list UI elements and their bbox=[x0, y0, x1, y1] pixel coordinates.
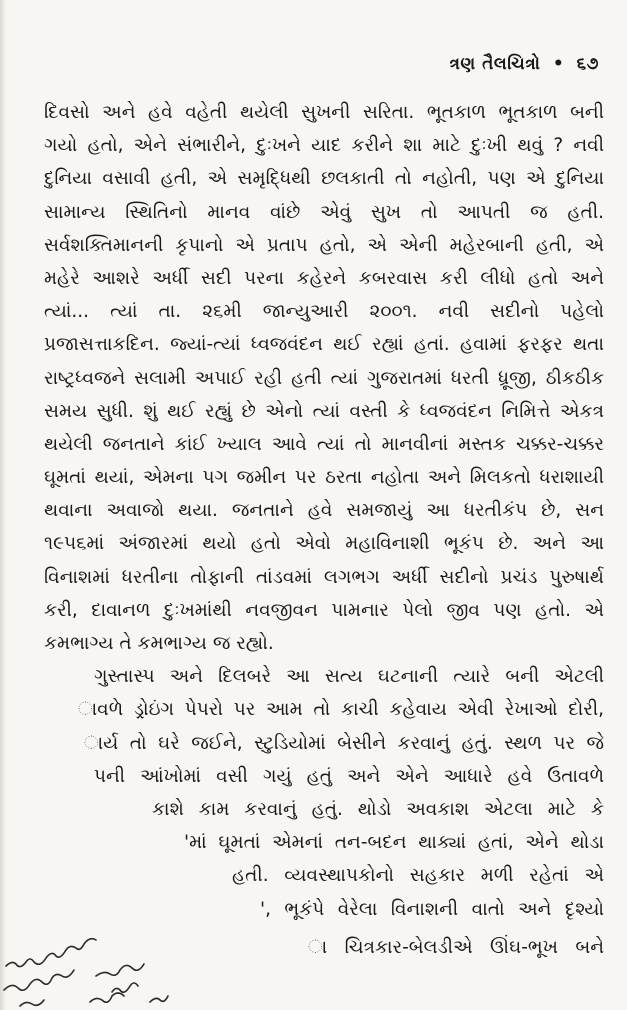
text-line: પ્રજાસત્તાકદિન. જ્યાં-ત્યાં ધ્વજવંદન થઈ રહ્યાં હતાં. હવામાં ફરફર થતા bbox=[44, 334, 604, 356]
text-line-clipped: ા ચિત્રકાર-બેલડીએ ઊંઘ-ભૂખ બને bbox=[308, 937, 604, 958]
text-line-clipped: ', ભૂકંપે વેરેલા વિનાશની વાતો અને દૃશ્યો bbox=[260, 898, 604, 920]
text-line: મહેરે આશરે અર્ધી સદી પરના કહેરને કબરવાસ કરી લીધો હતો અને bbox=[44, 267, 604, 289]
text-line: વિનાશમાં ધરતીના તોફાની તાંડવમાં લગભગ અર્ધી સદીનો પ્રચંડ પુરુષાર્થ bbox=[44, 566, 604, 588]
body-text bbox=[44, 96, 604, 926]
text-line-clipped: ાવળે ડ્રોઇંગ પેપરો પર આમ તો કાચી કહેવાય એવી રેખાઓ દોરી, bbox=[78, 699, 604, 721]
paragraph-start-line: ગુસ્તાસ્પ અને દિલબરે આ સત્ય ઘટનાની ત્યારે બની એટલી bbox=[94, 666, 604, 688]
text-line-clipped: ાર્ય તો ઘરે જઈને, સ્ટુડિયોમાં બેસીને કરવાનું હતું. સ્થળ પર જે bbox=[84, 732, 604, 754]
text-line: થયેલી જનતાને કાંઈ ખ્યાલ આવે ત્યાં તો માનવીનાં મસ્તક ચક્કર-ચક્કર bbox=[44, 433, 604, 455]
text-line: કરી, દાવાનળ દુઃખમાંથી નવજીવન પામનાર પેલો જીવ પણ હતો. એ bbox=[44, 599, 604, 621]
text-line: સમય સુધી. શું થઈ રહ્યું છે એનો ત્યાં વસ્તી કે ધ્વજવંદન નિમિત્તે એકત્ર bbox=[44, 400, 604, 422]
paragraph-end-line: કમભાગ્ય તે કમભાગ્ય જ રહ્યો. bbox=[44, 633, 274, 654]
text-line-clipped: કાશે કામ કરવાનું હતું. થોડો અવકાશ એટલા માટે કે bbox=[152, 798, 604, 820]
handwritten-note-image bbox=[0, 880, 200, 1010]
text-line-clipped: 'માં ઘૂમતાં એમનાં તન-બદન થાક્યાં હતાં, એને થોડા bbox=[184, 832, 604, 854]
page-number: ૬૭ bbox=[576, 54, 599, 74]
text-line-clipped: પની આંખોમાં વસી ગયું હતું અને એને આધારે હવે ઉતાવળે bbox=[94, 765, 604, 787]
text-line: દુનિયા વસાવી હતી, એ સમૃદ્ધિથી છલકાતી તો નહોતી, પણ એ દુનિયા bbox=[44, 168, 604, 190]
running-head-separator: • bbox=[552, 54, 565, 74]
text-line: દિવસો અને હવે વહેતી થયેલી સુખની સરિતા. ભૂતકાળ ભૂતકાળ બની bbox=[44, 102, 604, 123]
text-line: સામાન્ય સ્થિતિનો માનવ વાંછે એવું સુખ તો આપતી જ હતી. bbox=[44, 201, 604, 223]
text-line: રાષ્ટ્રધ્વજને સલામી અપાઈ રહી હતી ત્યાં ગુજરાતમાં ધરતી ધ્રૂજી, ઠીકઠીક bbox=[44, 367, 604, 389]
text-line-clipped: હતી. વ્યવસ્થાપકોનો સહકાર મળી રહેતાં એ bbox=[232, 865, 604, 887]
text-line: થવાના અવાજો થયા. જનતાને હવે સમજાયું આ ધરતીકંપ છે, સન bbox=[44, 500, 604, 522]
text-line: ગયો હતો, એને સંભારીને, દુઃખને યાદ કરીને શા માટે દુઃખી થવું ? નવી bbox=[44, 135, 604, 157]
running-head-title: ત્રણ તૈલચિત્રો bbox=[449, 54, 541, 74]
page-gutter-shadow bbox=[0, 0, 6, 1010]
text-line: સર્વશક્તિમાનની કૃપાનો એ પ્રતાપ હતો, એ એની મહેરબાની હતી, એ bbox=[44, 234, 604, 256]
text-line: ઘૂમતાં થયાં, એમના પગ જમીન પર ઠરતા નહોતા અને મિલકતો ધરાશાયી bbox=[44, 467, 604, 489]
text-line: ૧૯૫૬માં અંજારમાં થયો હતો એવો મહાવિનાશી ભૂકંપ છે. અને આ bbox=[44, 533, 604, 555]
text-line: ત્યાં... ત્યાં તા. ૨૬મી જાન્યુઆરી ૨૦૦૧. નવી સદીનો પહેલો bbox=[44, 301, 604, 323]
running-head bbox=[449, 54, 599, 74]
